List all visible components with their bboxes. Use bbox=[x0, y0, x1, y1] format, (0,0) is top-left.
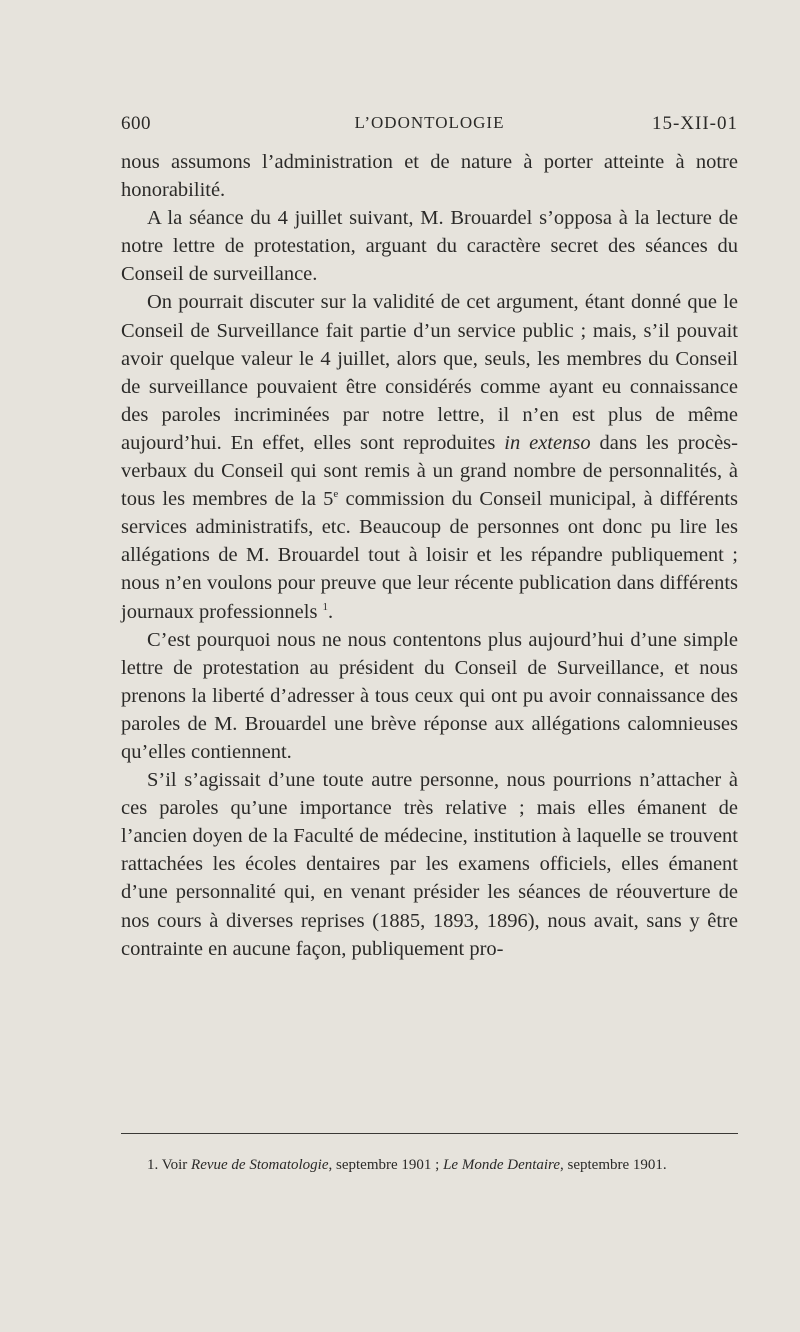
paragraph-3-end: . bbox=[328, 600, 334, 623]
paragraph-3-part-b: dans les procès-verbaux du Conseil qui sont remis à un grand nombre de personnalités, à tous les membres de la 5 bbox=[121, 431, 738, 511]
footnote-journal-2: Le Monde Dentaire bbox=[443, 1157, 560, 1173]
paragraph-5: S’il s’agissait d’une toute autre personne, nous pourrions n’attacher à ces paroles qu’une importance très relative ; mais elles émanent de l’ancien doyen de la Faculté de médecine, institution à laquelle se trouvent rattachées les écoles dentaires par les examens officiels, elles émanent d’une personnalité qui, en venant présider les séances de réouverture de nos cours à diverses reprises (1885, 1893, 1896), nous avait, sans y être contrainte en aucune façon, publiquement pro- bbox=[121, 769, 738, 960]
body-text bbox=[121, 148, 738, 963]
footnote-divider bbox=[121, 1133, 738, 1134]
paragraph-4: C’est pourquoi nous ne nous contentons plus aujourd’hui d’une simple lettre de protestation au président du Conseil de Surveillance, et nous prenons la liberté d’adresser à tous ceux qui ont pu avoir connaissance des paroles de M. Brouardel une brève réponse aux allégations calomnieuses qu’elles contiennent. bbox=[121, 628, 738, 763]
paragraph-3 bbox=[121, 288, 738, 625]
page-number: 600 bbox=[121, 113, 151, 134]
italic-in-extenso: in extenso bbox=[504, 431, 591, 454]
footnote-lead: Voir bbox=[158, 1157, 192, 1173]
footnote bbox=[121, 1155, 738, 1175]
issue-date: 15-XII-01 bbox=[651, 113, 738, 134]
running-header bbox=[121, 113, 738, 141]
ordinal-superscript: e bbox=[333, 488, 339, 501]
footnote-journal-1: Revue de Stomatologie bbox=[191, 1157, 329, 1173]
footnote-mid: , septembre 1901 ; bbox=[328, 1157, 444, 1173]
paragraph-1: nous assumons l’administration et de nature à porter atteinte à notre honorabilité. bbox=[121, 151, 738, 202]
footnote-number: 1. bbox=[147, 1157, 159, 1173]
paragraph-2: A la séance du 4 juillet suivant, M. Brouardel s’opposa à la lecture de notre lettre de protestation, arguant du caractère secret des séances du Conseil de surveillance. bbox=[121, 207, 738, 286]
paragraph-3-part-c: commission du Conseil municipal, à différents services administratifs, etc. Beaucoup de personnes ont donc pu lire les allégations de M. Brouardel tout à loisir et les répandre publiquement ; nous n’en voulons pour preuve que leur récente publication dans différents journaux professionnels bbox=[121, 488, 739, 623]
footnote-tail: , septembre 1901. bbox=[560, 1157, 667, 1173]
footnote-reference: 1 bbox=[322, 600, 329, 613]
paragraph-3-part-a: On pourrait discuter sur la validité de cet argument, étant donné que le Conseil de Surveillance fait partie d’un service public ; mais, s’il pouvait avoir quelque valeur le 4 juillet, alors que, seuls, les membres du Conseil de surveillance pouvaient être considérés comme ayant eu connaissance des paroles incriminées par notre lettre, il n’en est plus de même aujourd’hui. En effet, elles sont reproduites bbox=[121, 291, 738, 454]
running-title: L’ODONTOLOGIE bbox=[354, 113, 505, 132]
